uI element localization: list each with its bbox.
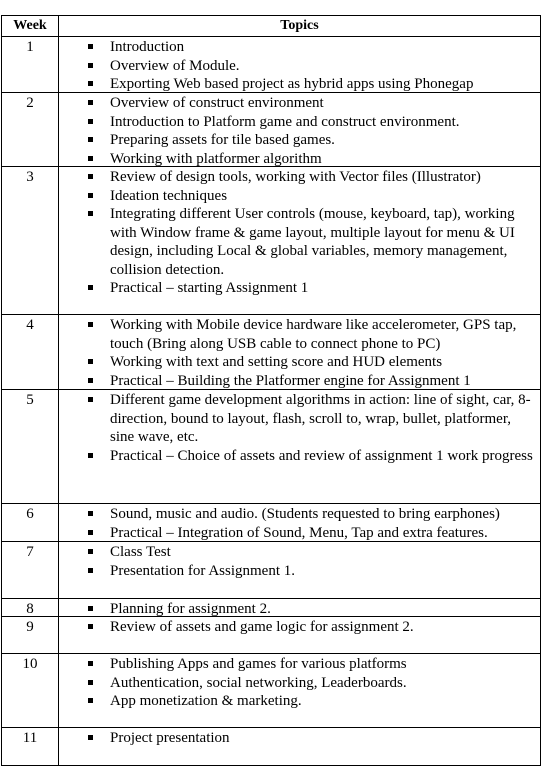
topic-item: App monetization & marketing. xyxy=(88,692,534,711)
week-column-divider xyxy=(2,167,59,314)
week-number: 5 xyxy=(26,392,34,408)
topic-item: Class Test xyxy=(88,543,534,562)
topic-item: Overview of Module. xyxy=(88,57,534,76)
topic-list xyxy=(88,543,534,580)
week-row xyxy=(1,167,541,315)
topic-list xyxy=(88,38,534,94)
week-number: 1 xyxy=(26,39,34,55)
week-number: 4 xyxy=(26,317,34,333)
topic-list xyxy=(88,391,534,465)
topic-item: Introduction xyxy=(88,38,534,57)
topic-item: Overview of construct environment xyxy=(88,94,534,113)
topic-list xyxy=(88,505,534,542)
header-row xyxy=(1,15,541,37)
week-row xyxy=(1,93,541,167)
week-number: 3 xyxy=(26,169,34,185)
week-row xyxy=(1,37,541,93)
topic-item: Different game development algorithms in action: line of sight, car, 8-direction, bound to layout, flash, scroll to, wrap, bullet, platformer, sine wave, etc. xyxy=(88,391,534,447)
topics-header: Topics xyxy=(280,18,319,33)
topic-item: Authentication, social networking, Leaderboards. xyxy=(88,674,534,693)
week-number: 6 xyxy=(26,506,34,522)
topic-item: Planning for assignment 2. xyxy=(88,600,534,619)
topic-item: Preparing assets for tile based games. xyxy=(88,131,534,150)
week-row xyxy=(1,315,541,390)
topic-item: Working with Mobile device hardware like accelerometer, GPS tap, touch (Bring along USB cable to connect phone to PC) xyxy=(88,316,534,353)
topic-item: Ideation techniques xyxy=(88,187,534,206)
week-number: 11 xyxy=(22,730,38,746)
topic-list xyxy=(88,168,534,298)
week-row xyxy=(1,728,541,766)
topic-list xyxy=(88,600,534,619)
topic-item: Publishing Apps and games for various platforms xyxy=(88,655,534,674)
topic-item: Working with platformer algorithm xyxy=(88,150,534,169)
topic-item: Review of design tools, working with Vector files (Illustrator) xyxy=(88,168,534,187)
week-row xyxy=(1,599,541,617)
topic-item: Working with text and setting score and HUD elements xyxy=(88,353,534,372)
topic-item: Integrating different User controls (mouse, keyboard, tap), working with Window frame & game layout, multiple layout for menu & UI design, including Local & global variables, memory management, collision detection. xyxy=(88,205,534,279)
schedule-table xyxy=(1,15,541,766)
topic-item: Exporting Web based project as hybrid apps using Phonegap xyxy=(88,75,534,94)
week-row xyxy=(1,504,541,542)
topic-item: Practical – starting Assignment 1 xyxy=(88,279,534,298)
topic-item: Presentation for Assignment 1. xyxy=(88,562,534,581)
topic-list xyxy=(88,316,534,390)
topic-item: Practical – Building the Platformer engine for Assignment 1 xyxy=(88,372,534,391)
topic-item: Practical – Choice of assets and review of assignment 1 work progress xyxy=(88,447,534,466)
week-number: 8 xyxy=(26,601,34,617)
topic-item: Introduction to Platform game and construct environment. xyxy=(88,113,534,132)
week-number: 7 xyxy=(26,544,34,560)
topic-list xyxy=(88,655,534,711)
topic-list xyxy=(88,729,534,748)
week-row xyxy=(1,654,541,728)
week-row xyxy=(1,617,541,654)
week-number: 2 xyxy=(26,95,34,111)
topic-list xyxy=(88,618,534,637)
topic-item: Sound, music and audio. (Students requested to bring earphones) xyxy=(88,505,534,524)
topic-list xyxy=(88,94,534,168)
week-number: 9 xyxy=(26,619,34,635)
topic-item: Project presentation xyxy=(88,729,534,748)
week-header: Week xyxy=(13,18,47,33)
topic-item: Practical – Integration of Sound, Menu, Tap and extra features. xyxy=(88,524,534,543)
week-row xyxy=(1,542,541,599)
week-number: 10 xyxy=(22,656,38,672)
week-row xyxy=(1,390,541,504)
topic-item: Review of assets and game logic for assignment 2. xyxy=(88,618,534,637)
